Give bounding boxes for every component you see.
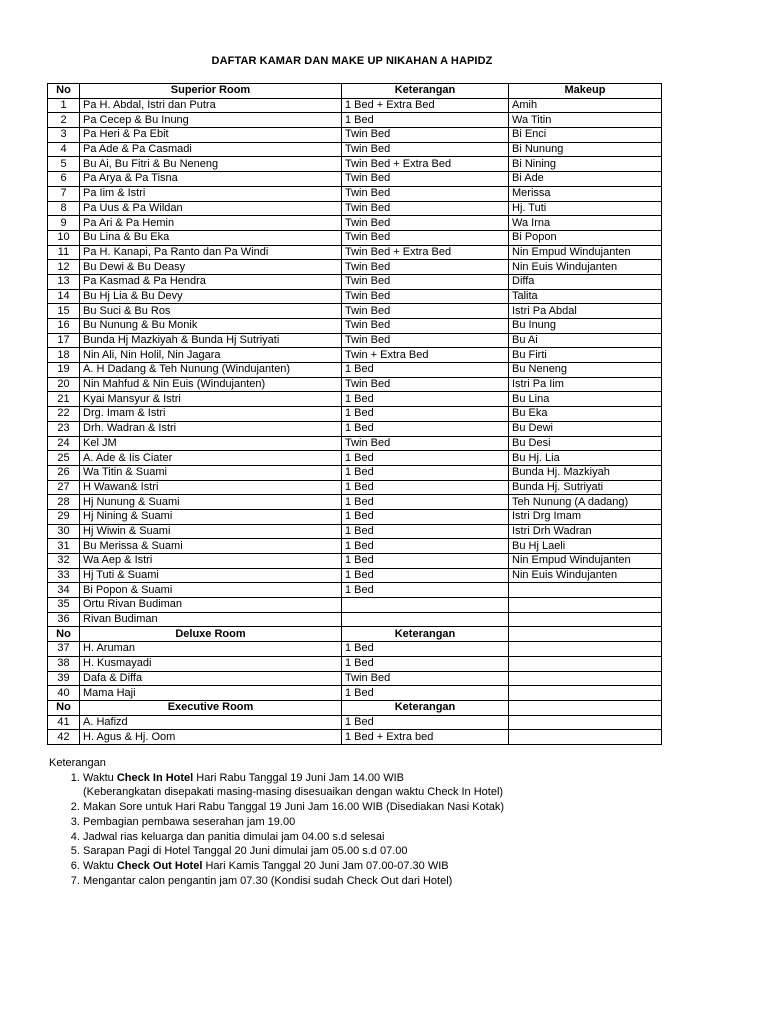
cell-guest-name: Pa Arya & Pa Tisna	[80, 172, 342, 187]
cell-no: 29	[48, 509, 80, 524]
cell-no: 40	[48, 686, 80, 701]
note-text: Mengantar calon pengantin jam 07.30 (Kondisi sudah Check Out dari Hotel)	[83, 874, 453, 887]
cell-no: 34	[48, 583, 80, 598]
cell-makeup: Bu Hj. Lia	[509, 451, 662, 466]
header-makeup	[509, 700, 662, 715]
table-row	[48, 348, 662, 363]
cell-makeup	[509, 583, 662, 598]
cell-keterangan: Twin Bed	[342, 289, 509, 304]
note-text: Waktu	[83, 859, 117, 872]
cell-makeup: Bu Eka	[509, 407, 662, 422]
cell-guest-name: Dafa & Diffa	[80, 671, 342, 686]
cell-makeup: Istri Pa Iim	[509, 377, 662, 392]
cell-no: 6	[48, 172, 80, 187]
cell-keterangan: 1 Bed	[342, 451, 509, 466]
header-keterangan: Keterangan	[342, 84, 509, 99]
cell-makeup: Bi Nining	[509, 157, 662, 172]
cell-guest-name: A. Hafizd	[80, 715, 342, 730]
cell-keterangan: Twin Bed	[342, 216, 509, 231]
cell-makeup: Merissa	[509, 186, 662, 201]
cell-guest-name: Wa Titin & Suami	[80, 465, 342, 480]
table-row	[48, 583, 662, 598]
table-row	[48, 436, 662, 451]
cell-makeup: Diffa	[509, 274, 662, 289]
table-row	[48, 465, 662, 480]
cell-keterangan: 1 Bed	[342, 113, 509, 128]
cell-keterangan: 1 Bed	[342, 407, 509, 422]
table-row	[48, 289, 662, 304]
cell-no: 33	[48, 568, 80, 583]
cell-no: 7	[48, 186, 80, 201]
note-emphasis: Check In Hotel	[116, 771, 194, 784]
cell-makeup: Talita	[509, 289, 662, 304]
cell-makeup: Bu Ai	[509, 333, 662, 348]
table-header-row-deluxe	[48, 627, 662, 642]
cell-guest-name: Pa Heri & Pa Ebit	[80, 128, 342, 143]
cell-keterangan: 1 Bed	[342, 583, 509, 598]
cell-no: 16	[48, 319, 80, 334]
cell-no: 8	[48, 201, 80, 216]
cell-guest-name: Bu Lina & Bu Eka	[80, 230, 342, 245]
cell-no: 10	[48, 230, 80, 245]
table-row	[48, 319, 662, 334]
cell-makeup: Nin Euis Windujanten	[509, 260, 662, 275]
cell-keterangan: Twin Bed	[342, 128, 509, 143]
cell-makeup: Wa Titin	[509, 113, 662, 128]
cell-keterangan: 1 Bed	[342, 568, 509, 583]
table-row	[48, 495, 662, 510]
cell-no: 3	[48, 128, 80, 143]
note-text: Makan Sore untuk Hari Rabu Tanggal 19 Juni Jam 16.00 WIB (Disediakan Nasi Kotak)	[83, 801, 505, 814]
header-no: No	[48, 700, 80, 715]
table-row	[48, 539, 662, 554]
cell-keterangan: Twin + Extra Bed	[342, 348, 509, 363]
cell-guest-name: H Wawan& Istri	[80, 480, 342, 495]
cell-no: 25	[48, 451, 80, 466]
cell-makeup	[509, 642, 662, 657]
cell-keterangan: Twin Bed	[342, 436, 509, 451]
cell-no: 2	[48, 113, 80, 128]
header-room-type: Superior Room	[80, 84, 342, 99]
table-row	[48, 304, 662, 319]
cell-makeup: Bunda Hj. Mazkiyah	[509, 465, 662, 480]
cell-keterangan: 1 Bed	[342, 656, 509, 671]
cell-guest-name: Wa Aep & Istri	[80, 554, 342, 569]
table-row	[48, 715, 662, 730]
cell-no: 12	[48, 260, 80, 275]
note-text-continued: Hari Kamis Tanggal 20 Juni Jam 07.00-07.30 WIB	[202, 859, 449, 872]
cell-guest-name: Pa Uus & Pa Wildan	[80, 201, 342, 216]
note-emphasis: Check Out Hotel	[116, 859, 203, 872]
table-row	[48, 524, 662, 539]
note-text: Jadwal rias keluarga dan panitia dimulai jam 04.00 s.d selesai	[83, 830, 385, 843]
note-text-continued: Hari Rabu Tanggal 19 Juni Jam 14.00 WIB	[193, 771, 404, 784]
table-row	[48, 656, 662, 671]
cell-keterangan: Twin Bed	[342, 230, 509, 245]
note-text: Sarapan Pagi di Hotel Tanggal 20 Juni dimulai jam 05.00 s.d 07.00	[83, 845, 408, 858]
cell-keterangan: Twin Bed	[342, 274, 509, 289]
cell-makeup: Bu Hj Laeli	[509, 539, 662, 554]
cell-guest-name: Hj Nining & Suami	[80, 509, 342, 524]
cell-keterangan: 1 Bed + Extra Bed	[342, 98, 509, 113]
cell-no: 13	[48, 274, 80, 289]
cell-makeup: Bu Dewi	[509, 421, 662, 436]
cell-keterangan: Twin Bed	[342, 142, 509, 157]
cell-guest-name: A. H Dadang & Teh Nunung (Windujanten)	[80, 363, 342, 378]
table-row	[48, 671, 662, 686]
cell-keterangan: 1 Bed + Extra bed	[342, 730, 509, 745]
cell-makeup	[509, 598, 662, 613]
cell-guest-name: Bu Suci & Bu Ros	[80, 304, 342, 319]
cell-keterangan: Twin Bed	[342, 201, 509, 216]
cell-guest-name: Bu Nunung & Bu Monik	[80, 319, 342, 334]
cell-makeup	[509, 671, 662, 686]
table-row	[48, 392, 662, 407]
cell-guest-name: H. Kusmayadi	[80, 656, 342, 671]
cell-keterangan	[342, 612, 509, 627]
cell-guest-name: Kyai Mansyur & Istri	[80, 392, 342, 407]
cell-keterangan: 1 Bed	[342, 509, 509, 524]
cell-keterangan: Twin Bed	[342, 319, 509, 334]
cell-guest-name: Pa Kasmad & Pa Hendra	[80, 274, 342, 289]
table-row	[48, 554, 662, 569]
note-item	[83, 815, 504, 830]
cell-guest-name: Pa Iim & Istri	[80, 186, 342, 201]
header-keterangan: Keterangan	[342, 627, 509, 642]
cell-guest-name: Pa H. Abdal, Istri dan Putra	[80, 98, 342, 113]
cell-makeup: Teh Nunung (A dadang)	[509, 495, 662, 510]
note-item	[83, 859, 504, 874]
table-row	[48, 407, 662, 422]
table-row	[48, 730, 662, 745]
cell-makeup: Hj. Tuti	[509, 201, 662, 216]
cell-makeup: Bu Lina	[509, 392, 662, 407]
table-row	[48, 230, 662, 245]
table-header-row-superior	[48, 84, 662, 99]
cell-makeup: Nin Euis Windujanten	[509, 568, 662, 583]
cell-no: 39	[48, 671, 80, 686]
table-row	[48, 245, 662, 260]
cell-no: 27	[48, 480, 80, 495]
cell-guest-name: H. Aruman	[80, 642, 342, 657]
header-room-type: Deluxe Room	[80, 627, 342, 642]
cell-no: 31	[48, 539, 80, 554]
table-row	[48, 260, 662, 275]
cell-makeup: Bi Ade	[509, 172, 662, 187]
cell-no: 37	[48, 642, 80, 657]
table-row	[48, 377, 662, 392]
cell-no: 20	[48, 377, 80, 392]
cell-no: 5	[48, 157, 80, 172]
cell-no: 42	[48, 730, 80, 745]
cell-keterangan: Twin Bed	[342, 671, 509, 686]
cell-keterangan: 1 Bed	[342, 363, 509, 378]
room-table-body	[48, 84, 662, 745]
header-room-type: Executive Room	[80, 700, 342, 715]
cell-guest-name: Bu Ai, Bu Fitri & Bu Neneng	[80, 157, 342, 172]
cell-keterangan	[342, 598, 509, 613]
cell-no: 24	[48, 436, 80, 451]
note-item	[83, 874, 504, 889]
cell-guest-name: Bu Hj Lia & Bu Devy	[80, 289, 342, 304]
cell-keterangan: 1 Bed	[342, 495, 509, 510]
notes-heading: Keterangan	[49, 757, 106, 769]
cell-guest-name: Ortu Rivan Budiman	[80, 598, 342, 613]
cell-no: 17	[48, 333, 80, 348]
cell-no: 32	[48, 554, 80, 569]
cell-no: 22	[48, 407, 80, 422]
table-row	[48, 642, 662, 657]
cell-keterangan: 1 Bed	[342, 392, 509, 407]
cell-keterangan: 1 Bed	[342, 539, 509, 554]
cell-no: 4	[48, 142, 80, 157]
cell-makeup: Bu Inung	[509, 319, 662, 334]
header-makeup: Makeup	[509, 84, 662, 99]
cell-guest-name: Bu Merissa & Suami	[80, 539, 342, 554]
cell-guest-name: Pa Cecep & Bu Inung	[80, 113, 342, 128]
notes-section	[49, 756, 504, 888]
cell-makeup: Bi Nunung	[509, 142, 662, 157]
cell-no: 14	[48, 289, 80, 304]
cell-makeup: Nin Empud Windujanten	[509, 554, 662, 569]
cell-guest-name: Drh. Wadran & Istri	[80, 421, 342, 436]
room-table	[47, 83, 662, 745]
cell-makeup: Amih	[509, 98, 662, 113]
cell-makeup: Nin Empud Windujanten	[509, 245, 662, 260]
notes-list	[49, 771, 504, 889]
cell-guest-name: Hj Tuti & Suami	[80, 568, 342, 583]
table-row	[48, 157, 662, 172]
table-row	[48, 142, 662, 157]
cell-keterangan: 1 Bed	[342, 465, 509, 480]
cell-makeup: Bi Enci	[509, 128, 662, 143]
cell-no: 21	[48, 392, 80, 407]
cell-makeup	[509, 715, 662, 730]
cell-keterangan: Twin Bed	[342, 333, 509, 348]
cell-guest-name: H. Agus & Hj. Oom	[80, 730, 342, 745]
cell-makeup: Istri Drg Imam	[509, 509, 662, 524]
cell-no: 11	[48, 245, 80, 260]
cell-guest-name: Pa Ade & Pa Casmadi	[80, 142, 342, 157]
table-row	[48, 333, 662, 348]
cell-guest-name: A. Ade & Iis Ciater	[80, 451, 342, 466]
cell-keterangan: 1 Bed	[342, 642, 509, 657]
cell-no: 18	[48, 348, 80, 363]
cell-no: 30	[48, 524, 80, 539]
header-no: No	[48, 627, 80, 642]
cell-guest-name: Bunda Hj Mazkiyah & Bunda Hj Sutriyati	[80, 333, 342, 348]
cell-no: 1	[48, 98, 80, 113]
table-row	[48, 480, 662, 495]
cell-keterangan: Twin Bed + Extra Bed	[342, 245, 509, 260]
cell-keterangan: 1 Bed	[342, 421, 509, 436]
table-row	[48, 686, 662, 701]
cell-makeup	[509, 686, 662, 701]
table-row	[48, 274, 662, 289]
note-item	[83, 844, 504, 859]
table-row	[48, 421, 662, 436]
cell-makeup	[509, 612, 662, 627]
note-subtext: (Keberangkatan disepakati masing-masing disesuaikan dengan waktu Check In Hotel)	[83, 786, 504, 799]
cell-keterangan: 1 Bed	[342, 524, 509, 539]
table-row	[48, 128, 662, 143]
cell-makeup: Bunda Hj. Sutriyati	[509, 480, 662, 495]
cell-keterangan: 1 Bed	[342, 480, 509, 495]
table-header-row-executive	[48, 700, 662, 715]
cell-no: 35	[48, 598, 80, 613]
table-row	[48, 509, 662, 524]
table-row	[48, 98, 662, 113]
cell-keterangan: Twin Bed	[342, 186, 509, 201]
cell-no: 23	[48, 421, 80, 436]
cell-makeup	[509, 656, 662, 671]
cell-guest-name: Kel JM	[80, 436, 342, 451]
cell-no: 28	[48, 495, 80, 510]
table-row	[48, 216, 662, 231]
cell-makeup: Bi Popon	[509, 230, 662, 245]
cell-guest-name: Bi Popon & Suami	[80, 583, 342, 598]
cell-guest-name: Hj Nunung & Suami	[80, 495, 342, 510]
table-row	[48, 186, 662, 201]
cell-makeup	[509, 730, 662, 745]
document-title: DAFTAR KAMAR DAN MAKE UP NIKAHAN A HAPIDZ	[211, 55, 493, 67]
cell-guest-name: Hj Wiwin & Suami	[80, 524, 342, 539]
table-row	[48, 113, 662, 128]
cell-no: 41	[48, 715, 80, 730]
table-row	[48, 598, 662, 613]
cell-makeup: Bu Desi	[509, 436, 662, 451]
cell-keterangan: 1 Bed	[342, 686, 509, 701]
cell-keterangan: Twin Bed	[342, 377, 509, 392]
cell-makeup: Bu Neneng	[509, 363, 662, 378]
table-row	[48, 451, 662, 466]
table-row	[48, 172, 662, 187]
cell-no: 38	[48, 656, 80, 671]
header-keterangan: Keterangan	[342, 700, 509, 715]
cell-guest-name: Pa H. Kanapi, Pa Ranto dan Pa Windi	[80, 245, 342, 260]
table-row	[48, 363, 662, 378]
note-item	[83, 830, 504, 845]
cell-keterangan: Twin Bed	[342, 304, 509, 319]
cell-makeup: Istri Pa Abdal	[509, 304, 662, 319]
note-text: Pembagian pembawa seserahan jam 19.00	[83, 815, 296, 828]
cell-guest-name: Mama Haji	[80, 686, 342, 701]
cell-makeup: Wa Irna	[509, 216, 662, 231]
table-row	[48, 612, 662, 627]
header-makeup	[509, 627, 662, 642]
note-item	[83, 771, 504, 800]
cell-keterangan: Twin Bed	[342, 260, 509, 275]
cell-keterangan: 1 Bed	[342, 554, 509, 569]
cell-guest-name: Nin Ali, Nin Holil, Nin Jagara	[80, 348, 342, 363]
cell-no: 15	[48, 304, 80, 319]
cell-makeup: Bu Firti	[509, 348, 662, 363]
cell-no: 26	[48, 465, 80, 480]
cell-guest-name: Drg. Imam & Istri	[80, 407, 342, 422]
cell-guest-name: Rivan Budiman	[80, 612, 342, 627]
note-text: Waktu	[83, 771, 117, 784]
cell-makeup: Istri Drh Wadran	[509, 524, 662, 539]
cell-no: 9	[48, 216, 80, 231]
cell-keterangan: 1 Bed	[342, 715, 509, 730]
table-row	[48, 568, 662, 583]
cell-keterangan: Twin Bed	[342, 172, 509, 187]
table-row	[48, 201, 662, 216]
cell-no: 36	[48, 612, 80, 627]
cell-guest-name: Nin Mahfud & Nin Euis (Windujanten)	[80, 377, 342, 392]
note-item	[83, 800, 504, 815]
cell-guest-name: Bu Dewi & Bu Deasy	[80, 260, 342, 275]
cell-guest-name: Pa Ari & Pa Hemin	[80, 216, 342, 231]
header-no: No	[48, 84, 80, 99]
cell-keterangan: Twin Bed + Extra Bed	[342, 157, 509, 172]
cell-no: 19	[48, 363, 80, 378]
